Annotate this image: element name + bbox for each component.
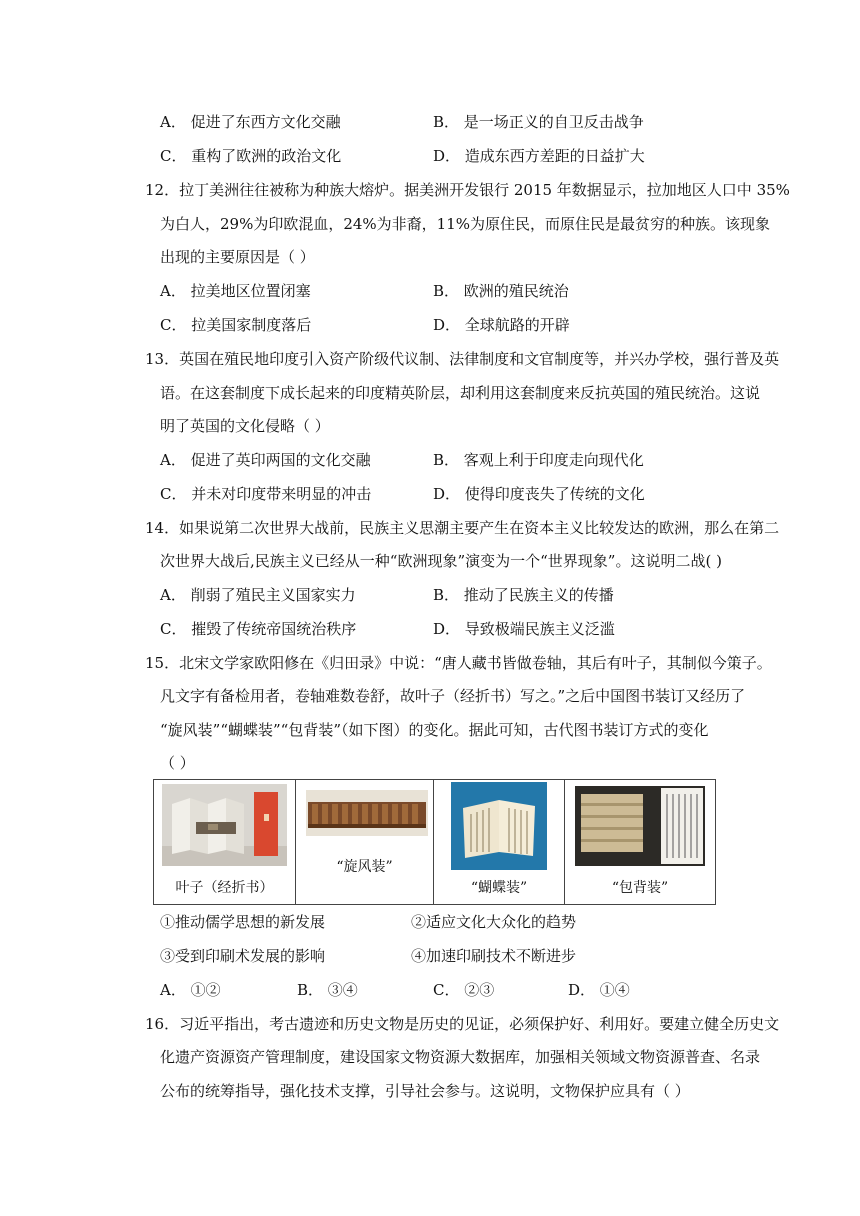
q14-stem-line: 14．如果说第二次世界大战前，民族主义思潮主要产生在资本主义比较发达的欧洲，那么在第二 <box>145 519 780 537</box>
q15-statement-4: ④加速印刷技术不断进步 <box>411 947 577 965</box>
q13-option-a: A． 促进了英印两国的文化交融 <box>160 451 371 469</box>
q15-option-d: D． ①④ <box>568 981 630 999</box>
caption-hudie: “蝴蝶装” <box>470 880 528 896</box>
q16-stem-line: 公布的统筹指导，强化技术支撑，引导社会参与。这说明，文物保护应具有（ ） <box>160 1082 690 1100</box>
q15-option-a: A． ①② <box>160 981 221 999</box>
q14-option-d: D． 导致极端民族主义泛滥 <box>433 620 615 638</box>
q13-option-d: D． 使得印度丧失了传统的文化 <box>433 485 645 503</box>
q14-option-c: C． 摧毁了传统帝国统治秩序 <box>160 620 357 638</box>
q11-option-b: B． 是一场正义的自卫反击战争 <box>433 113 644 131</box>
q16-stem-line: 16．习近平指出，考古遗迹和历史文物是历史的见证，必须保护好、利用好。要建立健全历史文 <box>145 1015 780 1033</box>
q15-stem-line: “旋风装”“蝴蝶装”“包背装”（如下图）的变化。据此可知，古代图书装订方式的变化 <box>160 721 709 739</box>
q15-option-c: C． ②③ <box>433 981 495 999</box>
q12-stem-line: 12．拉丁美洲往往被称为种族大熔炉。据美洲开发银行 2015 年数据显示，拉加地区人口中 35% <box>145 181 790 199</box>
q15-stem-line: （ ） <box>160 754 195 772</box>
q15-stem-line: 凡文字有备检用者，卷轴难数卷舒，故叶子（经折书）写之。”之后中国图书装订又经历了 <box>160 687 746 705</box>
q15-option-b: B． ③④ <box>297 981 358 999</box>
figure-cell-xuanfeng <box>296 780 434 905</box>
caption-yezi: 叶子（经折书） <box>175 880 274 896</box>
q14-option-b: B． 推动了民族主义的传播 <box>433 586 614 604</box>
caption-xuanfeng: “旋风装” <box>336 859 393 875</box>
figure-cell-yezi <box>154 780 296 905</box>
caption-baobei: “包背装” <box>611 880 669 896</box>
q12-stem-line: 为白人，29%为印欧混血，24%为非裔，11%为原住民，而原住民是最贫穷的种族。该现象 <box>160 215 771 233</box>
q15-statement-2: ②适应文化大众化的趋势 <box>411 913 577 931</box>
q12-option-d: D． 全球航路的开辟 <box>433 316 570 334</box>
q15-statement-1: ①推动儒学思想的新发展 <box>160 913 326 931</box>
butterfly-binding-image <box>451 782 547 870</box>
q12-option-a: A． 拉美地区位置闭塞 <box>160 282 311 300</box>
q14-stem-line: 次世界大战后,民族主义已经从一种“欧洲现象”演变为一个“世界现象”。这说明二战( ) <box>160 552 722 570</box>
q11-option-d: D． 造成东西方差距的日益扩大 <box>433 147 645 165</box>
q12-option-c: C． 拉美国家制度落后 <box>160 316 312 334</box>
folded-book-image <box>162 784 287 866</box>
q12-stem-line: 出现的主要原因是（ ） <box>160 248 315 266</box>
q15-statement-3: ③受到印刷术发展的影响 <box>160 947 326 965</box>
q13-option-c: C． 并未对印度带来明显的冲击 <box>160 485 372 503</box>
q15-stem-line: 15．北宋文学家欧阳修在《归田录》中说：“唐人藏书皆做卷轴，其后有叶子，其制似今策子。 <box>145 654 772 672</box>
figure-cell-baobei <box>565 780 716 905</box>
q13-stem-line: 明了英国的文化侵略（ ） <box>160 417 330 435</box>
q13-stem-line: 语。在这套制度下成长起来的印度精英阶层，却利用这套制度来反抗英国的殖民统治。这说 <box>160 384 761 402</box>
book-binding-figure-table <box>153 779 716 905</box>
figure-cell-hudie <box>434 780 565 905</box>
wrapped-back-binding-image <box>575 786 705 866</box>
whirlwind-binding-image <box>306 790 428 836</box>
q11-option-c: C． 重构了欧洲的政治文化 <box>160 147 342 165</box>
q13-stem-line: 13．英国在殖民地印度引入资产阶级代议制、法律制度和文官制度等，并兴办学校，强行普及英 <box>145 350 780 368</box>
q16-stem-line: 化遗产资源资产管理制度，建设国家文物资源大数据库，加强相关领域文物资源普查、名录 <box>160 1048 761 1066</box>
q13-option-b: B． 客观上利于印度走向现代化 <box>433 451 644 469</box>
q11-option-a: A． 促进了东西方文化交融 <box>160 113 341 131</box>
q14-option-a: A． 削弱了殖民主义国家实力 <box>160 586 356 604</box>
q12-option-b: B． 欧洲的殖民统治 <box>433 282 569 300</box>
